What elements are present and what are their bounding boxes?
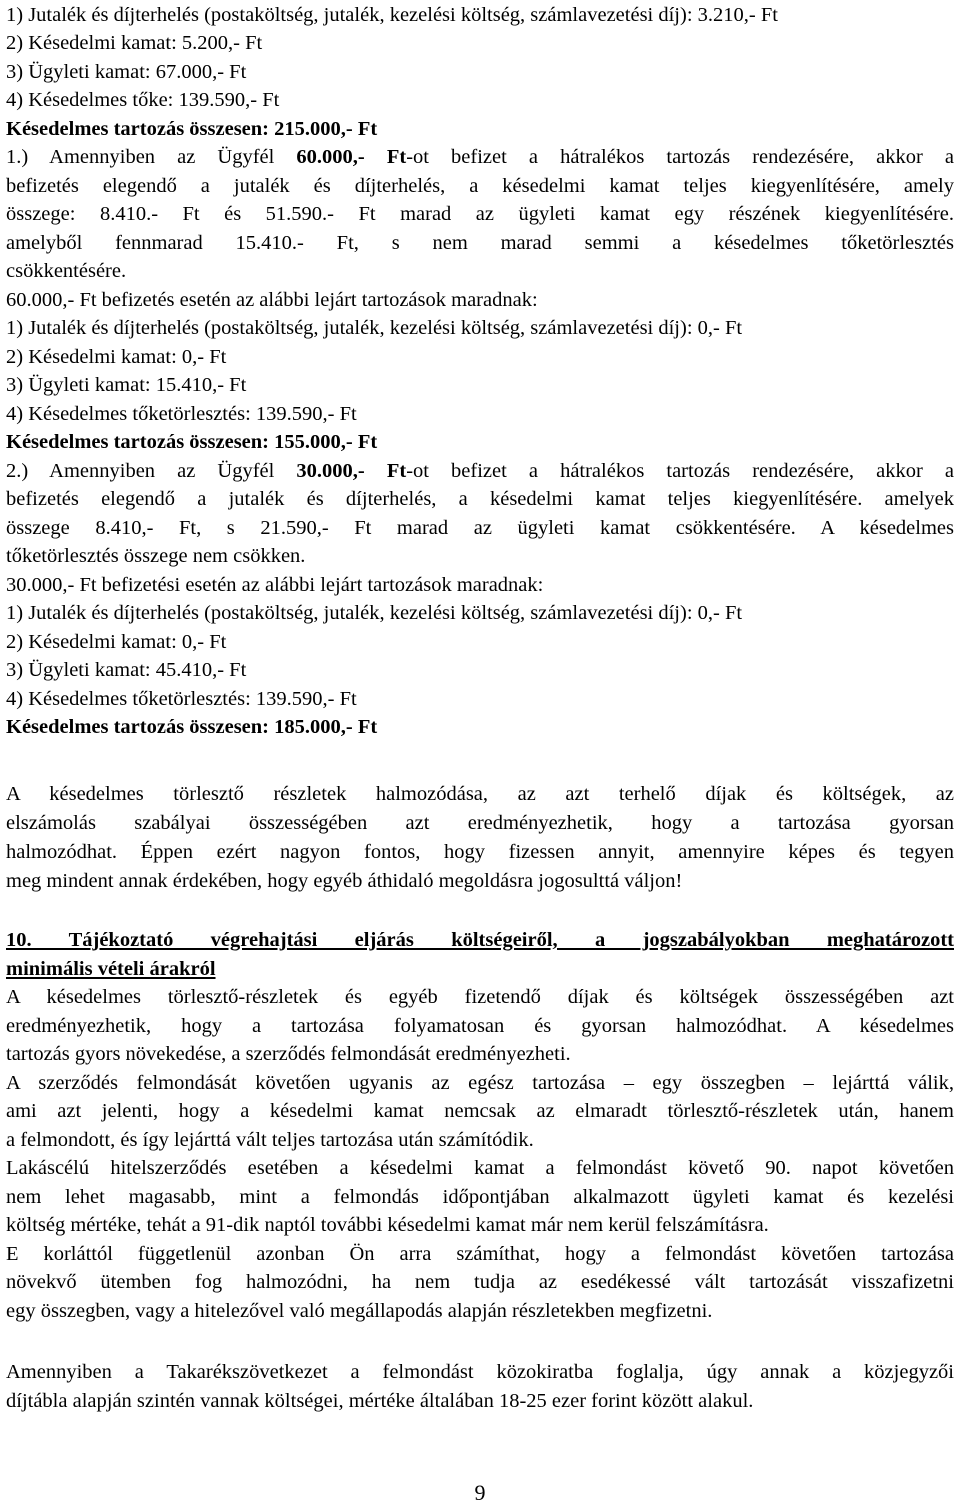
case1-text-line: befizetés elegendő a jutalék és díjterhelés, a késedelmi kamat teljes kiegyenlítésére, amely — [6, 175, 954, 197]
case1-text-line: amelyből fennmarad 15.410.- Ft, s nem marad semmi a késedelmes tőketörlesztés — [6, 232, 954, 254]
late-interest-line: 2) Késedelmi kamat: 5.200,- Ft — [6, 32, 263, 54]
case2-principal-line: 4) Késedelmes tőketörlesztés: 139.590,- Ft — [6, 688, 357, 710]
case1-contract-interest-line: 3) Ügyleti kamat: 15.410,- Ft — [6, 374, 247, 396]
paragraph-line: Lakáscélú hitelszerződés esetében a késedelmi kamat a felmondást követő 90. napot követően — [6, 1157, 954, 1179]
case2-amount: 30.000,- Ft — [296, 460, 407, 482]
section-heading-text: 10. Tájékoztató végrehajtási eljárás költségeiről, a jogszabályokban meghatározott — [6, 929, 954, 951]
total-line: Késedelmes tartozás összesen: 215.000,- Ft — [6, 118, 378, 140]
section-heading-text-cont: minimális vételi árakról — [6, 958, 216, 980]
case1-total-line: Késedelmes tartozás összesen: 155.000,- Ft — [6, 431, 378, 453]
case1-late-interest-line: 2) Késedelmi kamat: 0,- Ft — [6, 346, 227, 368]
case1-amount: 60.000,- Ft — [296, 146, 407, 168]
paragraph-line: a felmondott, és így lejárttá vált teljes tartozása után számítódik. — [6, 1129, 534, 1151]
section-heading — [6, 925, 954, 955]
case2-late-interest-line: 2) Késedelmi kamat: 0,- Ft — [6, 631, 227, 653]
contract-interest-line: 3) Ügyleti kamat: 67.000,- Ft — [6, 61, 247, 83]
case2-heading-line — [6, 456, 954, 486]
paragraph-line: A szerződés felmondását követően ugyanis az egész tartozása – egy összegben – lejárttá válik, — [6, 1072, 954, 1094]
page-number: 9 — [474, 1480, 486, 1505]
case2-total-line: Késedelmes tartozás összesen: 185.000,- Ft — [6, 716, 378, 738]
case2-prefix: 2.) Amennyiben az Ügyfél — [6, 460, 297, 482]
summary-line: halmozódhat. Éppen ezért nagyon fontos, hogy fizessen annyit, amennyire képes és tegyen — [6, 841, 954, 863]
case1-fee-line: 1) Jutalék és díjterhelés (postaköltség, jutalék, kezelési költség, számlavezetési díj): 0,- Ft — [6, 317, 743, 339]
summary-line: A késedelmes törlesztő részletek halmozódása, az azt terhelő díjak és költségek, az — [6, 783, 954, 805]
case1-intro: 60.000,- Ft befizetés esetén az alábbi lejárt tartozások maradnak: — [6, 289, 538, 311]
late-principal-line: 4) Késedelmes tőke: 139.590,- Ft — [6, 89, 280, 111]
fee-line: 1) Jutalék és díjterhelés (postaköltség, jutalék, kezelési költség, számlavezetési díj): 3.210,- Ft — [6, 4, 778, 26]
summary-line: meg mindent annak érdekében, hogy egyéb áthidaló megoldásra jogosulttá váljon! — [6, 870, 683, 892]
paragraph-line: egy összegben, vagy a hitelezővel való megállapodás alapján részletekben megfizetni. — [6, 1300, 713, 1322]
paragraph-line: költség mértéke, tehát a 91-dik naptól további késedelmi kamat már nem kerül felszámításra. — [6, 1214, 769, 1236]
summary-line: elszámolás szabályai összességében azt eredményezhetik, hogy a tartozása gyorsan — [6, 812, 954, 834]
case2-suffix: -ot befizet a hátralékos tartozás rendezésére, akkor a — [406, 460, 954, 482]
paragraph-line: tartozás gyors növekedése, a szerződés felmondását eredményezheti. — [6, 1043, 571, 1065]
case2-text-line: tőketörlesztés összege nem csökken. — [6, 545, 306, 567]
case2-fee-line: 1) Jutalék és díjterhelés (postaköltség, jutalék, kezelési költség, számlavezetési díj): 0,- Ft — [6, 602, 743, 624]
paragraph-line: díjtábla alapján szintén vannak költségei, mértéke általában 18-25 ezer forint között alakul. — [6, 1390, 754, 1412]
case2-contract-interest-line: 3) Ügyleti kamat: 45.410,- Ft — [6, 659, 247, 681]
case2-text-line: befizetés elegendő a jutalék és díjterhelés, a késedelmi kamat teljes kiegyenlítésére. amelyek — [6, 488, 954, 510]
case1-text-line: összege: 8.410.- Ft és 51.590.- Ft marad az ügyleti kamat egy részének kiegyenlítésére. — [6, 203, 954, 225]
paragraph-line: ami azt jelenti, hogy a késedelmi kamat nemcsak az elmaradt törlesztő-részletek után, hanem — [6, 1100, 954, 1122]
paragraph-line: E korláttól függetlenül azonban Ön arra számíthat, hogy a felmondást követően tartozása — [6, 1243, 954, 1265]
paragraph-line: eredményezhetik, hogy a tartozása folyamatosan és gyorsan halmozódhat. A késedelmes — [6, 1015, 954, 1037]
paragraph-line: növekvő ütemben fog halmozódni, ha nem tudja az esedékessé vált tartozását visszafizetni — [6, 1271, 954, 1293]
paragraph-line: nem lehet magasabb, mint a felmondás időpontjában alkalmazott ügyleti kamat és kezelési — [6, 1186, 954, 1208]
paragraph-line: Amennyiben a Takarékszövetkezet a felmondást közokiratba foglalja, úgy annak a közjegyzői — [6, 1361, 954, 1383]
case1-principal-line: 4) Késedelmes tőketörlesztés: 139.590,- Ft — [6, 403, 357, 425]
case1-prefix: 1.) Amennyiben az Ügyfél — [6, 146, 297, 168]
case2-intro: 30.000,- Ft befizetési esetén az alábbi lejárt tartozások maradnak: — [6, 574, 544, 596]
case2-text-line: összege 8.410,- Ft, s 21.590,- Ft marad az ügyleti kamat csökkentésére. A késedelmes — [6, 517, 954, 539]
paragraph-line: A késedelmes törlesztő-részletek és egyéb fizetendő díjak és költségek összességében azt — [6, 986, 954, 1008]
case1-text-line: csökkentésére. — [6, 260, 127, 282]
case1-heading-line — [6, 142, 954, 172]
section-heading-cont — [6, 954, 954, 984]
case1-suffix: -ot befizet a hátralékos tartozás rendezésére, akkor a — [406, 146, 954, 168]
